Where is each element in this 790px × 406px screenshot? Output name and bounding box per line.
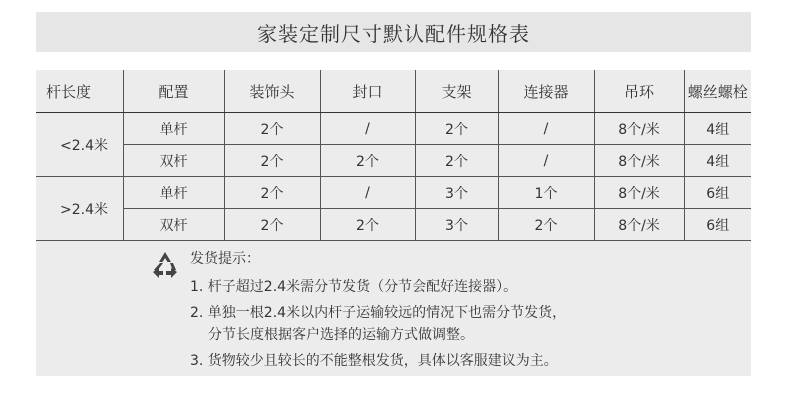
header-cell: 配置 xyxy=(123,70,224,113)
table-cell: 2个 xyxy=(498,209,594,241)
header-cell: 封口 xyxy=(320,70,415,113)
table-row xyxy=(36,113,751,145)
table-cell: 2个 xyxy=(415,113,498,145)
spec-table xyxy=(36,70,751,241)
table-cell: 2个 xyxy=(320,145,415,177)
table-row xyxy=(36,209,751,241)
recycle-icon xyxy=(150,250,180,280)
table-cell: 双杆 xyxy=(123,145,224,177)
title-bar xyxy=(36,12,751,52)
table-cell: 4组 xyxy=(684,145,751,177)
header-cell: 螺丝螺栓 xyxy=(684,70,751,113)
table-cell: 2个 xyxy=(224,113,320,145)
table-cell: 6组 xyxy=(684,209,751,241)
spec-sheet xyxy=(36,70,751,376)
table-cell: 2个 xyxy=(224,177,320,209)
table-header-row xyxy=(36,70,751,113)
table-cell: 1个 xyxy=(498,177,594,209)
table-cell: 双杆 xyxy=(123,209,224,241)
table-cell: / xyxy=(320,113,415,145)
table-cell: 3个 xyxy=(415,209,498,241)
table-row xyxy=(36,177,751,209)
table-cell: 4组 xyxy=(684,113,751,145)
table-cell: 单杆 xyxy=(123,113,224,145)
notes-line: 2. 单独一根2.4米以内杆子运输较远的情况下也需分节发货， xyxy=(190,305,567,321)
notes-title: 发货提示： xyxy=(190,251,260,267)
table-cell: 2个 xyxy=(224,145,320,177)
header-cell: 支架 xyxy=(415,70,498,113)
table-cell: 单杆 xyxy=(123,177,224,209)
length-cell: <2.4米 xyxy=(36,113,123,177)
notes-line: 分节长度根据客户选择的运输方式做调整。 xyxy=(208,327,474,343)
page-title: 家装定制尺寸默认配件规格表 xyxy=(257,21,530,46)
notes-line: 3. 货物较少且较长的不能整根发货，具体以客服建议为主。 xyxy=(190,353,558,369)
table-cell: 2个 xyxy=(415,145,498,177)
header-cell: 连接器 xyxy=(498,70,594,113)
header-cell: 装饰头 xyxy=(224,70,320,113)
header-cell: 杆长度 xyxy=(36,70,123,113)
table-cell: / xyxy=(498,113,594,145)
table-cell: 8个/米 xyxy=(594,177,684,209)
header-cell: 吊环 xyxy=(594,70,684,113)
table-cell: 2个 xyxy=(320,209,415,241)
table-cell: 3个 xyxy=(415,177,498,209)
table-row xyxy=(36,145,751,177)
length-cell: >2.4米 xyxy=(36,177,123,241)
table-cell: 8个/米 xyxy=(594,209,684,241)
table-cell: / xyxy=(320,177,415,209)
table-cell: 8个/米 xyxy=(594,113,684,145)
table-cell: 6组 xyxy=(684,177,751,209)
notes-line: 1. 杆子超过2.4米需分节发货（分节会配好连接器）。 xyxy=(190,279,518,295)
table-cell: 8个/米 xyxy=(594,145,684,177)
table-cell: 2个 xyxy=(224,209,320,241)
table-cell: / xyxy=(498,145,594,177)
